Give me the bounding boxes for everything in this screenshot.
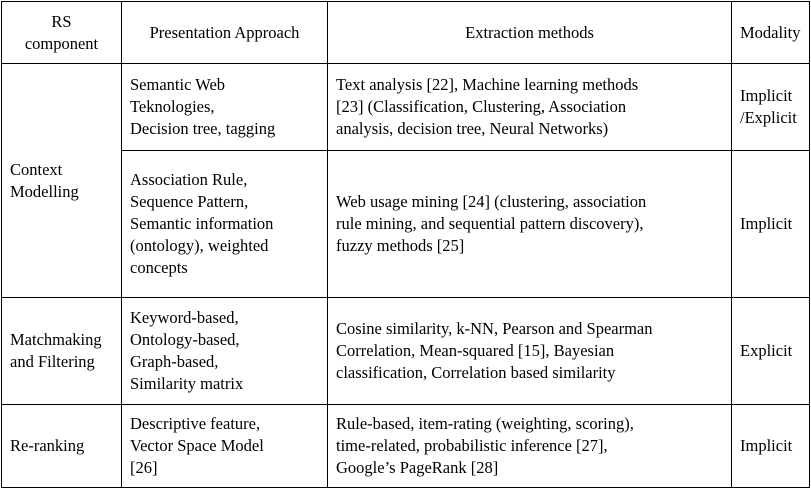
extraction-cell: Web usage mining [24] (clustering, association rule mining, and sequential pattern discovery), fuzzy methods [25]	[328, 151, 732, 298]
modality-cell: Explicit	[732, 298, 810, 405]
presentation-cell: Keyword-based, Ontology-based, Graph-based, Similarity matrix	[122, 298, 328, 405]
component-cell-re-ranking: Re-ranking	[2, 405, 122, 488]
header-modality: Modality	[732, 2, 810, 64]
extraction-cell: Text analysis [22], Machine learning methods [23] (Classification, Clustering, Association analysis, decision tree, Neural Networks)	[328, 64, 732, 151]
table-header-row	[2, 2, 810, 64]
header-rs-component: RS component	[2, 2, 122, 64]
table-row	[2, 405, 810, 488]
component-cell-matchmaking: Matchmaking and Filtering	[2, 298, 122, 405]
component-cell-context-modelling: Context Modelling	[2, 64, 122, 298]
presentation-cell: Semantic Web Teknologies, Decision tree, tagging	[122, 64, 328, 151]
modality-cell: Implicit /Explicit	[732, 64, 810, 151]
presentation-cell: Association Rule, Sequence Pattern, Semantic information (ontology), weighted concepts	[122, 151, 328, 298]
modality-cell: Implicit	[732, 151, 810, 298]
extraction-cell: Cosine similarity, k-NN, Pearson and Spearman Correlation, Mean-squared [15], Bayesian classification, Correlation based similarity	[328, 298, 732, 405]
header-presentation-approach: Presentation Approach	[122, 2, 328, 64]
rs-components-table	[1, 1, 810, 488]
extraction-cell: Rule-based, item-rating (weighting, scoring), time-related, probabilistic inference [27], Google’s PageRank [28]	[328, 405, 732, 488]
modality-cell: Implicit	[732, 405, 810, 488]
table-row	[2, 151, 810, 298]
presentation-cell: Descriptive feature, Vector Space Model [26]	[122, 405, 328, 488]
table-row	[2, 64, 810, 151]
header-extraction-methods: Extraction methods	[328, 2, 732, 64]
table-row	[2, 298, 810, 405]
